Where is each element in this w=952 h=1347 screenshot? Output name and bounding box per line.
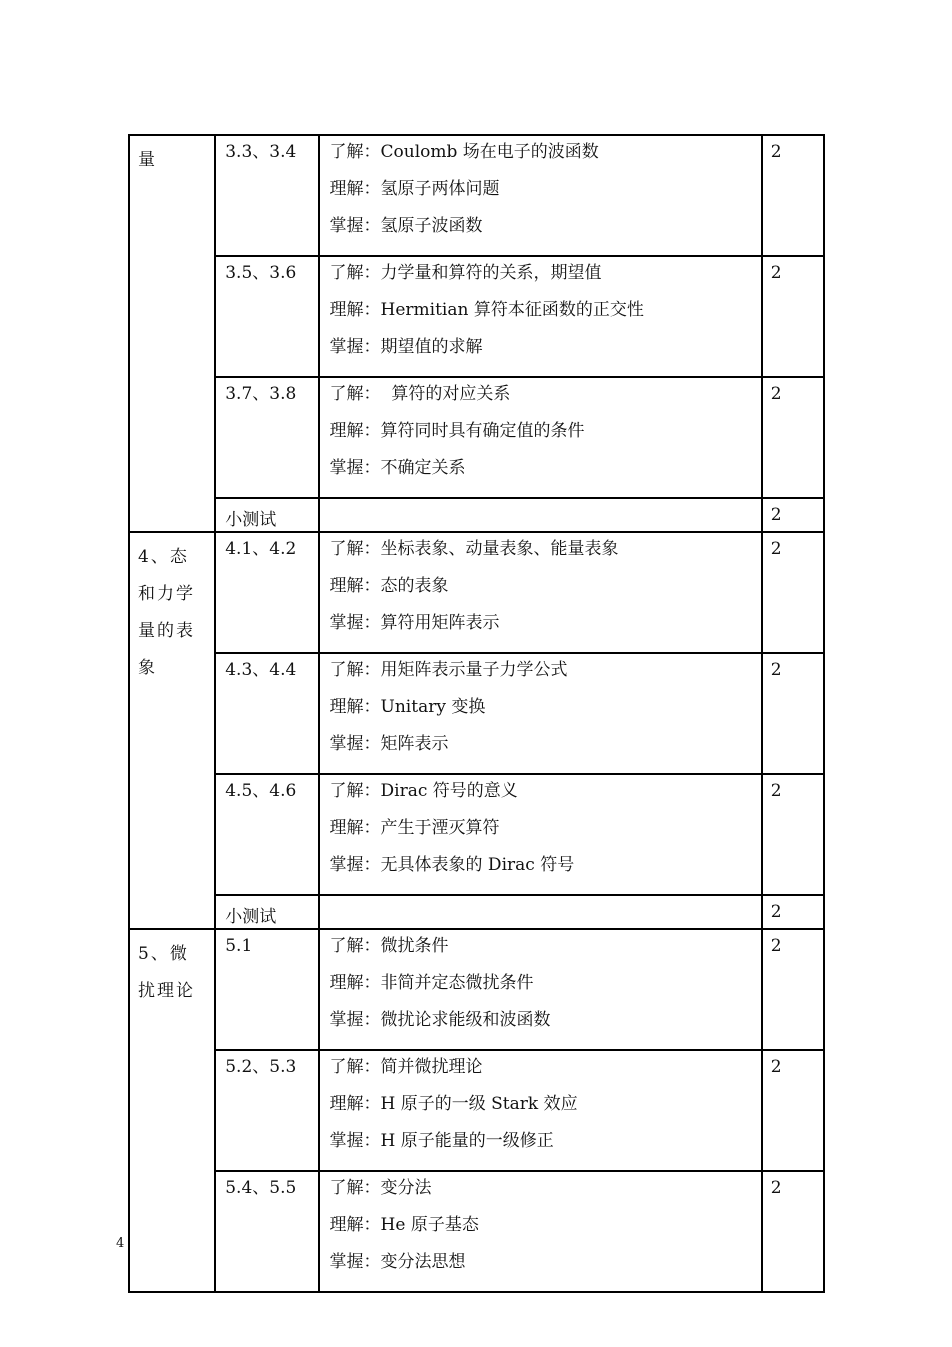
objective-understand-basic: 了解：微扰条件 xyxy=(329,936,449,956)
objective-master: 掌握：变分法思想 xyxy=(329,1252,466,1272)
objective-comprehend: 理解：Unitary 变换 xyxy=(329,697,486,717)
hours-cell: 2 xyxy=(762,774,824,895)
objective-understand-basic: 了解：Coulomb 场在电子的波函数 xyxy=(329,142,599,162)
hours-cell: 2 xyxy=(762,929,824,1050)
objective-comprehend: 理解：氢原子两体问题 xyxy=(329,179,500,199)
table-row-quiz xyxy=(129,498,824,532)
objective-master: 掌握：算符用矩阵表示 xyxy=(329,613,500,633)
objective-comprehend: 理解：H 原子的一级 Stark 效应 xyxy=(329,1094,578,1114)
section-number: 4.1、4.2 xyxy=(215,532,318,653)
hours-cell: 2 xyxy=(762,377,824,498)
objective-master: 掌握：氢原子波函数 xyxy=(329,216,483,236)
objective-understand-basic: 了解：简并微扰理论 xyxy=(329,1057,483,1077)
objective-understand-basic: 了解：力学量和算符的关系，期望值 xyxy=(329,263,602,283)
table-row xyxy=(129,653,824,774)
table-row xyxy=(129,1171,824,1292)
objective-comprehend: 理解：非简并定态微扰条件 xyxy=(329,973,534,993)
objectives-cell xyxy=(319,532,762,653)
objective-comprehend: 理解：态的表象 xyxy=(329,576,449,596)
objectives-cell xyxy=(319,1050,762,1171)
hours-cell: 2 xyxy=(762,532,824,653)
table-row xyxy=(129,774,824,895)
objective-understand-basic: 了解：用矩阵表示量子力学公式 xyxy=(329,660,568,680)
objective-comprehend: 理解：算符同时具有确定值的条件 xyxy=(329,421,585,441)
objectives-cell xyxy=(319,1171,762,1292)
objectives-cell xyxy=(319,256,762,377)
hours-cell: 2 xyxy=(762,1050,824,1171)
course-schedule-table xyxy=(128,134,825,1293)
chapter-cell: 4、态和力学量的表象 xyxy=(129,532,215,929)
hours-cell: 2 xyxy=(762,895,824,929)
section-number: 3.5、3.6 xyxy=(215,256,318,377)
objective-master: 掌握：不确定关系 xyxy=(329,458,466,478)
objective-master: 掌握：H 原子能量的一级修正 xyxy=(329,1131,554,1151)
table-row xyxy=(129,1050,824,1171)
objective-master: 掌握：微扰论求能级和波函数 xyxy=(329,1010,551,1030)
objective-comprehend: 理解：产生于湮灭算符 xyxy=(329,818,500,838)
empty-cell xyxy=(319,895,762,929)
section-number: 3.3、3.4 xyxy=(215,135,318,256)
hours-cell: 2 xyxy=(762,498,824,532)
objectives-cell xyxy=(319,653,762,774)
section-number: 4.3、4.4 xyxy=(215,653,318,774)
hours-cell: 2 xyxy=(762,256,824,377)
objectives-cell xyxy=(319,929,762,1050)
table-row xyxy=(129,532,824,653)
chapter-cell: 量 xyxy=(129,135,215,532)
table-row-quiz xyxy=(129,895,824,929)
objective-master: 掌握：无具体表象的 Dirac 符号 xyxy=(329,855,575,875)
objective-understand-basic: 了解：变分法 xyxy=(329,1178,432,1198)
section-number: 3.7、3.8 xyxy=(215,377,318,498)
hours-cell: 2 xyxy=(762,135,824,256)
objective-comprehend: 理解：He 原子基态 xyxy=(329,1215,479,1235)
section-number: 5.4、5.5 xyxy=(215,1171,318,1292)
table-row xyxy=(129,377,824,498)
objective-understand-basic: 了解：坐标表象、动量表象、能量表象 xyxy=(329,539,619,559)
section-number: 4.5、4.6 xyxy=(215,774,318,895)
hours-cell: 2 xyxy=(762,1171,824,1292)
hours-cell: 2 xyxy=(762,653,824,774)
objective-comprehend: 理解：Hermitian 算符本征函数的正交性 xyxy=(329,300,644,320)
objectives-cell xyxy=(319,135,762,256)
objective-understand-basic: 了解：Dirac 符号的意义 xyxy=(329,781,518,801)
objective-master: 掌握：矩阵表示 xyxy=(329,734,449,754)
objectives-cell xyxy=(319,774,762,895)
section-number: 5.1 xyxy=(215,929,318,1050)
table-row xyxy=(129,929,824,1050)
quiz-label: 小测试 xyxy=(215,498,318,532)
quiz-label: 小测试 xyxy=(215,895,318,929)
empty-cell xyxy=(319,498,762,532)
chapter-cell: 5、微扰理论 xyxy=(129,929,215,1292)
table-row xyxy=(129,135,824,256)
objective-master: 掌握：期望值的求解 xyxy=(329,337,483,357)
objective-understand-basic: 了解： 算符的对应关系 xyxy=(329,384,511,404)
table-row xyxy=(129,256,824,377)
section-number: 5.2、5.3 xyxy=(215,1050,318,1171)
page-number: 4 xyxy=(116,1236,125,1251)
objectives-cell xyxy=(319,377,762,498)
